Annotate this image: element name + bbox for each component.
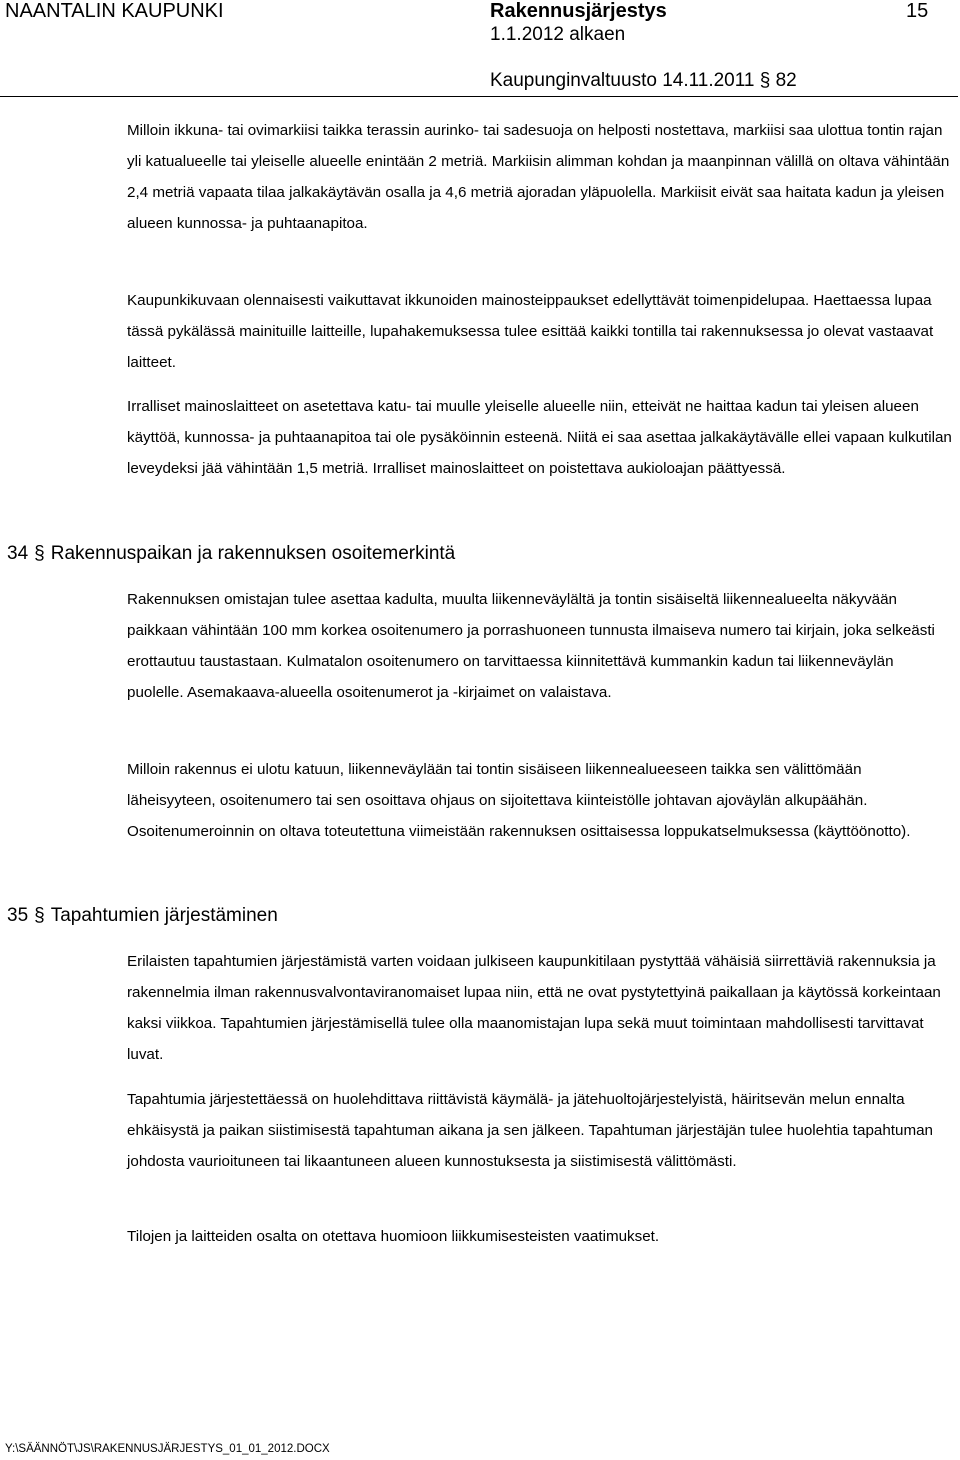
paragraph-address-number: Rakennuksen omistajan tulee asettaa kadulta, muulta liikenneväylältä ja tontin sisäiseltä liikennealueelta näkyvään paikkaan vähintään 100 mm korkea osoitenumero ja porrashuoneen tunnusta ilmaiseva numero tai kirjain, joka selkeästi erottautuu taustastaan. Kulmatalon osoitenumero on tarvittaessa kiinnitettävä kummankin kadun tai liikenneväylän puolelle. Asemakaava-alueella osoitenumerot ja -kirjaimet on valaistava. [127,591,935,701]
file-path-footer: Y:\SÄÄNNÖT\JS\RAKENNUSJÄRJESTYS_01_01_2012.DOCX [5,1443,330,1455]
header-divider [0,96,958,97]
paragraph-address-guidance: Milloin rakennus ei ulotu katuun, liikenneväylään tai tontin sisäiseen liikennealueeseen taikka sen välittömään läheisyyteen, osoitenumero tai sen osoittava ohjaus on sijoitettava kiinteistölle johtavan ajoväylän alkupäähän. Osoitenumeroinnin on oltava toteutettuna viimeistään rakennuksen osittaisessa loppukatselmuksessa (käyttöönotto). [127,761,911,840]
section-title: Tapahtumien järjestäminen [50,905,278,926]
section-sign: § [34,543,45,564]
section-number: 34 [7,543,29,564]
effective-date: 1.1.2012 alkaen [490,24,626,45]
paragraph-event-cleanup: Tapahtumia järjestettäessä on huolehdittava riittävistä käymälä- ja jätehuoltojärjestelyistä, häiritsevän melun ennalta ehkäisystä ja paikan siistimisestä tapahtuman aikana ja sen jälkeen. Tapahtuman järjestäjän tulee huolehtia tapahtuman johdosta vaurioituneen tai likaantuneen alueen kunnostuksesta ja siistimisestä välittömästi. [127,1091,934,1170]
paragraph-loose-ads: Irralliset mainoslaitteet on asetettava katu- tai muulle yleiselle alueelle niin, etteivät ne haittaa kadun tai yleisen alueen käyttöä, kunnossa- ja puhtaanapitoa tai ole pysäköinnin esteenä. Niitä ei saa asettaa jalkakäytävälle ellei vapaan kulkutilan leveydeksi jää vähintään 1,5 metriä. Irralliset mainoslaitteet on poistettava aukioloajan päättyessä. [127,398,952,477]
paragraph-event-structures: Erilaisten tapahtumien järjestämistä varten voidaan julkiseen kaupunkitilaan pystyttää vähäisiä siirrettäviä rakennuksia ja rakennelmia ilman rakennusvalvontaviranomaiset lupaa niin, että ne ovat pystytettyinä paikallaan ja käytössä korkeintaan kaksi viikkoa. Tapahtumien järjestämisellä tulee olla maanomistajan lupa sekä muut toimintaan mahdollisesti tarvittavat luvat. [127,953,941,1063]
document-title: Rakennusjärjestys [490,0,667,22]
paragraph-accessibility: Tilojen ja laitteiden osalta on otettava huomioon liikkumisesteisten vaatimukset. [127,1228,660,1245]
paragraph-window-ads: Kaupunkikuvaan olennaisesti vaikuttavat ikkunoiden mainosteippaukset edellyttävät toimenpidelupaa. Haettaessa lupaa tässä pykälässä mainituille laitteille, lupahakemuksessa tulee esittää kaikki tontilla tai rakennuksessa jo olevat vastaavat laitteet. [127,292,934,371]
paragraph-awnings: Milloin ikkuna- tai ovimarkiisi taikka terassin aurinko- tai sadesuoja on helposti nostettava, markiisi saa ulottua tontin rajan yli katualueelle tai yleiselle alueelle enintään 2 metriä. Markiisin alimman kohdan ja maanpinnan välillä on oltava vähintään 2,4 metriä vapaata tilaa jalkakäytävän osalla ja 4,6 metriä ajoradan yläpuolella. Markiisit eivät saa haitata kadun ja yleisen alueen kunnossa- ja puhtaanapitoa. [127,122,950,232]
section-number: 35 [7,905,29,926]
section-34-heading [7,543,455,565]
section-sign: § [34,905,45,926]
organization-name: NAANTALIN KAUPUNKI [5,0,224,22]
approval-note: Kaupunginvaltuusto 14.11.2011 § 82 [490,70,797,91]
section-35-heading [7,905,278,927]
section-title: Rakennuspaikan ja rakennuksen osoitemerkintä [50,543,456,564]
page-number: 15 [906,0,929,22]
